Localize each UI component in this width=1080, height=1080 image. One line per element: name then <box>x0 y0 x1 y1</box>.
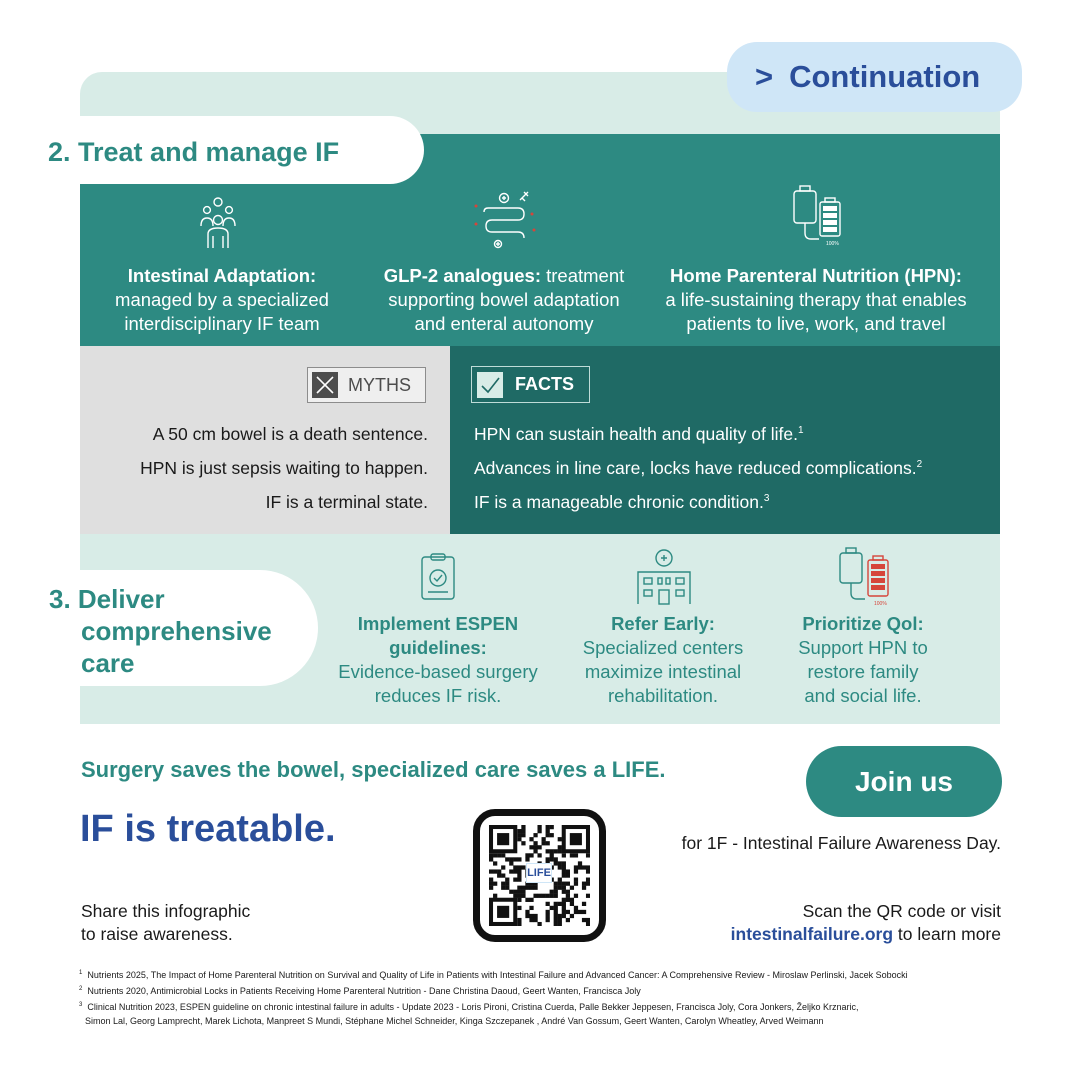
treat-title: 2. Treat and manage IF <box>48 137 340 167</box>
qr-module <box>525 853 529 857</box>
reference-item: $^2$ Nutrients 2020, Antimicrobial Locks in Patients Receiving Home Parenteral Nutrition - Dane Christina Daoud, Geert Wanten, Francisca Joly <box>79 986 641 996</box>
qr-module <box>529 853 533 857</box>
hpn-body-1: a life-sustaining therapy that enables <box>665 289 967 310</box>
qr-module <box>582 882 586 886</box>
qr-module <box>562 861 566 865</box>
team-icon <box>196 196 240 250</box>
qr-module <box>566 890 570 894</box>
qr-module <box>554 882 558 886</box>
qr-module <box>497 853 501 857</box>
chevron-right-icon: > <box>755 59 774 94</box>
qr-module <box>542 841 546 845</box>
qr-module <box>501 865 505 869</box>
qr-module <box>578 865 582 869</box>
qr-module <box>546 825 550 829</box>
qr-module <box>517 898 521 902</box>
qr-module <box>493 882 497 886</box>
qr-module <box>533 833 537 837</box>
qr-module <box>546 833 550 837</box>
adaptation-body-2: interdisciplinary IF team <box>124 313 320 334</box>
qr-module <box>574 910 578 914</box>
awareness-day-text: for 1F - Intestinal Failure Awareness Day. <box>681 833 1001 853</box>
qr-module <box>517 878 521 882</box>
deliver-title: 3. Deliver comprehensive care <box>49 584 272 678</box>
checkmark-icon <box>477 372 503 398</box>
myths-label: MYTHS <box>348 375 411 395</box>
qr-module <box>582 902 586 906</box>
qr-module <box>562 910 566 914</box>
qr-module <box>570 833 582 845</box>
qr-module <box>537 825 541 829</box>
clipboard-check-icon <box>419 552 457 602</box>
qr-module <box>546 918 550 922</box>
fact-ref: 1 <box>797 425 804 436</box>
qr-module <box>554 849 558 853</box>
qr-module <box>517 890 521 894</box>
qr-module <box>562 886 566 890</box>
glp2-body-2: and enteral autonomy <box>414 313 594 334</box>
qr-module <box>517 869 521 873</box>
qr-module <box>542 837 546 841</box>
facts-badge <box>471 366 590 403</box>
hpn-body-2: patients to live, work, and travel <box>686 313 946 334</box>
qr-module <box>582 886 586 890</box>
qr-module <box>546 894 550 898</box>
qr-module <box>554 906 558 910</box>
qr-module <box>586 922 590 926</box>
qr-module <box>521 833 525 837</box>
qr-module <box>558 878 562 882</box>
qr-module <box>497 869 501 873</box>
qr-module <box>578 910 582 914</box>
qr-module <box>517 837 521 841</box>
qr-module <box>574 882 578 886</box>
qr-module <box>586 918 590 922</box>
qr-module <box>513 894 517 898</box>
qr-module <box>497 873 501 877</box>
qr-module <box>554 886 558 890</box>
qr-module <box>497 906 509 918</box>
fact-ref: 2 <box>916 459 923 470</box>
myths-badge <box>307 367 426 403</box>
intestine-icon <box>470 186 540 252</box>
qr-module <box>566 898 570 902</box>
qr-module <box>517 922 521 926</box>
qr-module <box>505 878 509 882</box>
qr-module <box>574 853 578 857</box>
qr-module <box>501 886 505 890</box>
qr-module <box>489 857 493 861</box>
qr-module <box>566 918 570 922</box>
qr-module <box>570 898 574 902</box>
qr-module <box>537 853 541 857</box>
qr-module <box>533 918 537 922</box>
qr-module <box>582 918 586 922</box>
qr-module <box>554 914 558 918</box>
qr-module <box>529 914 533 918</box>
qr-module <box>517 894 521 898</box>
qr-module <box>521 841 525 845</box>
qr-module <box>513 865 517 869</box>
fact-item: HPN can sustain health and quality of life.$^1$ <box>474 424 804 444</box>
qr-code[interactable] <box>473 809 606 942</box>
fact-item: Advances in line care, locks have reduced complications.$^2$ <box>474 458 923 478</box>
qr-module <box>554 861 558 865</box>
qr-module <box>546 841 550 845</box>
qr-module <box>558 845 562 849</box>
qr-module <box>562 902 566 906</box>
qr-module <box>566 910 570 914</box>
facts-label: FACTS <box>515 374 575 394</box>
qr-module <box>582 910 586 914</box>
qr-module <box>554 902 558 906</box>
qr-module <box>537 894 541 898</box>
qr-module <box>525 857 529 861</box>
qr-module <box>546 914 550 918</box>
adaptation-body-1: managed by a specialized <box>115 289 329 310</box>
qr-module <box>509 890 513 894</box>
adaptation-text <box>96 264 348 336</box>
qr-module <box>529 918 533 922</box>
qr-module <box>558 902 562 906</box>
reference-item: Simon Lal, Georg Lamprecht, Marek Lichota, Manpreet S Mundi, Stéphane Michel Schneider, Kinga Szczepanek , André Van Gossum, Geert Wanten, Carolyn Wheatley, Arved Weimann <box>85 1016 824 1026</box>
qr-module <box>550 894 554 898</box>
qr-module <box>574 894 578 898</box>
qr-module <box>517 906 521 910</box>
qr-module <box>533 886 537 890</box>
qr-module <box>562 873 566 877</box>
reference-item: $^3$ Clinical Nutrition 2023, ESPEN guideline on chronic intestinal failure in adults - Update 2023 - Loris Pironi, Cristina Cuerda, Palle Bekker Jeppesen, Francisca Joly, Cora Jonkers, Željko Krznaric, <box>79 1002 859 1012</box>
qr-module <box>570 914 574 918</box>
iv-bag-battery-icon <box>836 546 892 608</box>
qr-module <box>574 869 578 873</box>
qr-module <box>505 886 509 890</box>
qr-module <box>517 918 521 922</box>
qr-module <box>562 853 566 857</box>
qr-module <box>562 914 566 918</box>
qr-module <box>533 849 537 853</box>
qr-module <box>533 914 537 918</box>
espen-text: Implement ESPEN guidelines: Evidence-based surgery reduces IF risk. <box>338 613 538 706</box>
qr-module <box>570 853 574 857</box>
qr-module <box>513 869 517 873</box>
qr-module <box>546 857 550 861</box>
qr-module <box>501 873 505 877</box>
qr-module <box>501 882 505 886</box>
qr-module <box>558 886 562 890</box>
qr-module <box>509 869 513 873</box>
qr-module <box>558 918 562 922</box>
qr-module <box>525 886 529 890</box>
hpn-text <box>650 264 982 336</box>
continuation-tab[interactable] <box>727 42 1022 112</box>
qr-module <box>525 914 529 918</box>
qr-module <box>513 878 517 882</box>
qr-module <box>562 890 566 894</box>
qr-module <box>493 894 497 898</box>
qr-module <box>574 878 578 882</box>
qr-module <box>489 886 493 890</box>
qr-module <box>517 873 521 877</box>
qr-module <box>525 910 529 914</box>
qr-module <box>570 902 574 906</box>
qr-module <box>546 849 550 853</box>
qr-module <box>533 841 537 845</box>
qr-module <box>554 857 558 861</box>
qr-module <box>537 922 541 926</box>
qr-module <box>550 833 554 837</box>
glp2-body-lead: treatment <box>546 265 625 286</box>
qr-module <box>489 882 493 886</box>
qr-module <box>562 865 566 869</box>
qr-module <box>546 829 550 833</box>
iv-bag-battery-icon <box>790 184 844 250</box>
qr-module <box>566 873 570 877</box>
qr-module <box>558 849 562 853</box>
qr-module <box>562 882 566 886</box>
qr-module <box>529 845 533 849</box>
qr-module <box>493 853 497 857</box>
qr-module <box>586 869 590 873</box>
continuation-label: Continuation <box>789 59 981 94</box>
qr-module <box>525 898 529 902</box>
qr-module <box>554 890 558 894</box>
hpn-heading: Home Parenteral Nutrition (HPN): <box>670 265 962 286</box>
qr-module <box>529 906 533 910</box>
qr-module <box>566 869 570 873</box>
qr-module <box>529 898 533 902</box>
qr-module <box>562 869 566 873</box>
join-us-button[interactable]: Join us <box>806 746 1002 817</box>
qr-module <box>513 857 517 861</box>
qr-module <box>578 861 582 865</box>
qr-module <box>542 894 546 898</box>
qr-module <box>558 861 562 865</box>
qr-module <box>497 833 509 845</box>
myth-item: IF is a terminal state. <box>265 492 428 512</box>
qr-module <box>517 865 521 869</box>
qr-module <box>550 906 554 910</box>
adaptation-heading: Intestinal Adaptation: <box>127 265 317 286</box>
qr-module <box>505 857 509 861</box>
qr-module <box>586 894 590 898</box>
glp2-body-1: supporting bowel adaptation <box>388 289 620 310</box>
glp2-heading: GLP-2 analogues: <box>383 265 541 286</box>
qr-module <box>550 857 554 861</box>
prioritize-qol-text: Prioritize Qol: Support HPN to restore family and social life. <box>798 613 928 706</box>
qr-module <box>517 886 521 890</box>
qr-module <box>521 829 525 833</box>
qr-module <box>586 878 590 882</box>
qr-module <box>537 845 541 849</box>
qr-module <box>505 882 509 886</box>
reference-item: $^1$ Nutrients 2025, The Impact of Home Parenteral Nutrition on Survival and Quality of Life in Patients with Intestinal Failure and Advanced Cancer: A Comprehensive Review - Miroslaw Perlinski, Jacek Sobocki <box>79 970 908 980</box>
qr-module <box>489 878 493 882</box>
qr-module <box>570 886 574 890</box>
qr-module <box>501 853 505 857</box>
scan-text: Scan the QR code or visit intestinalfailure.org to learn more <box>730 901 1001 944</box>
qr-module <box>493 861 497 865</box>
qr-module <box>550 825 554 829</box>
qr-module <box>554 918 558 922</box>
qr-module <box>521 894 525 898</box>
qr-module <box>586 865 590 869</box>
qr-module <box>529 886 533 890</box>
qr-module <box>574 906 578 910</box>
qr-module <box>521 865 525 869</box>
treatable-headline: IF is treatable. <box>80 808 336 850</box>
qr-module <box>489 853 493 857</box>
qr-module <box>533 894 537 898</box>
qr-module <box>558 882 562 886</box>
qr-module <box>517 857 521 861</box>
qr-module <box>566 882 570 886</box>
qr-module <box>554 922 558 926</box>
glp2-text <box>364 264 644 336</box>
qr-module <box>550 849 554 853</box>
qr-module <box>586 882 590 886</box>
qr-module <box>562 898 566 902</box>
qr-module <box>509 861 513 865</box>
qr-module <box>558 837 562 841</box>
qr-module <box>493 869 497 873</box>
qr-module <box>558 865 562 869</box>
qr-module <box>517 829 521 833</box>
qr-module <box>529 837 533 841</box>
slogan: Surgery saves the bowel, specialized care saves a LIFE. <box>81 757 666 782</box>
qr-module <box>489 869 493 873</box>
qr-module <box>517 833 521 837</box>
myth-item: A 50 cm bowel is a death sentence. <box>152 424 428 444</box>
qr-module <box>586 853 590 857</box>
qr-module <box>509 857 513 861</box>
qr-module <box>550 890 554 894</box>
battery-percent-label: 100% <box>874 601 887 607</box>
qr-module <box>558 922 562 926</box>
qr-module <box>550 853 554 857</box>
close-icon <box>312 372 338 398</box>
qr-module <box>566 894 570 898</box>
fact-ref: 3 <box>763 493 770 504</box>
qr-module <box>582 865 586 869</box>
references <box>79 966 1019 1028</box>
qr-module <box>533 845 537 849</box>
battery-percent-label: 100% <box>826 241 839 247</box>
qr-module <box>521 825 525 829</box>
fact-item: IF is a manageable chronic condition.$^3$ <box>474 492 770 512</box>
qr-module <box>558 914 562 918</box>
website-link[interactable]: intestinalfailure.org <box>730 924 894 944</box>
qr-module <box>521 890 525 894</box>
qr-module <box>562 906 566 910</box>
share-text: Share this infographic to raise awareness. <box>81 901 251 944</box>
qr-module <box>574 865 578 869</box>
qr-module <box>513 890 517 894</box>
qr-module <box>554 894 558 898</box>
life-logo: LIFE <box>526 863 552 883</box>
qr-module <box>537 829 541 833</box>
refer-early-text: Refer Early: Specialized centers maximize intestinal rehabilitation. <box>582 613 744 706</box>
qr-module <box>554 910 558 914</box>
hospital-icon <box>634 548 694 606</box>
myth-item: HPN is just sepsis waiting to happen. <box>140 458 428 478</box>
qr-module <box>521 886 525 890</box>
qr-module <box>546 910 550 914</box>
qr-module <box>546 902 550 906</box>
